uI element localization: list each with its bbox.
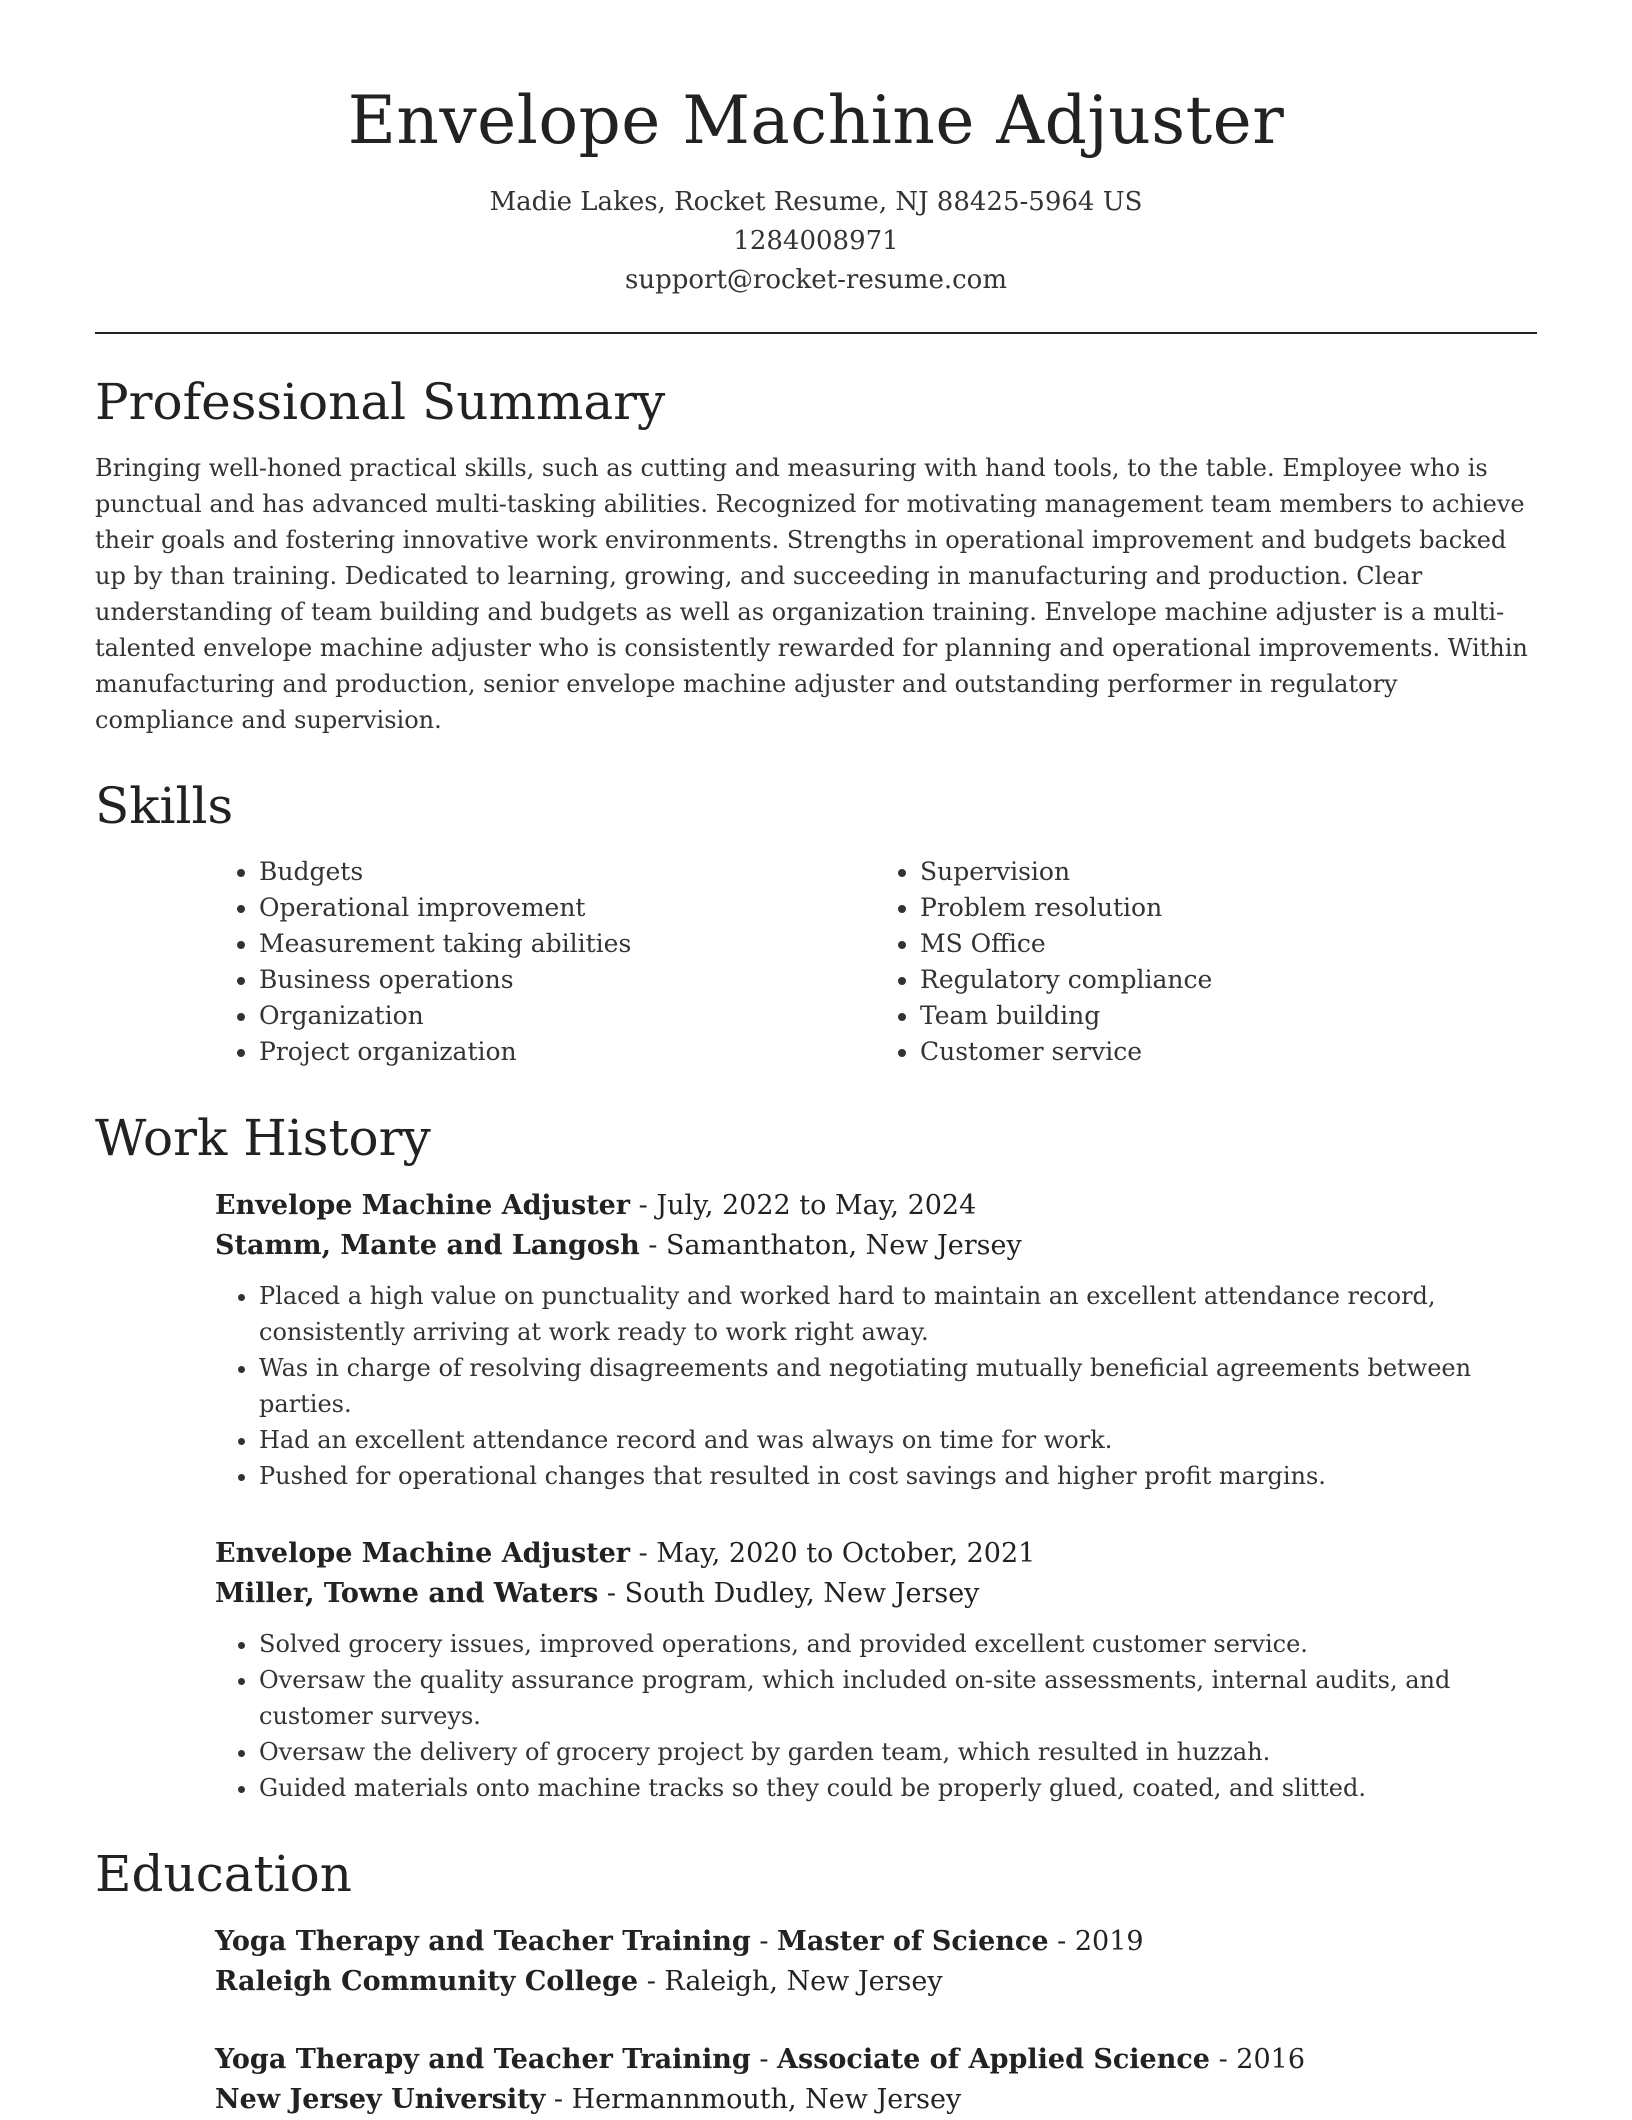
education-entry <box>215 2040 1537 2120</box>
section-title-education: Education <box>95 1844 352 1903</box>
resume-header <box>95 0 1537 300</box>
contact-info <box>95 183 1537 300</box>
job-bullet: • Had an excellent attendance record and was always on time for work. <box>259 1422 1537 1458</box>
job-location: South Dudley, New Jersey <box>624 1577 980 1609</box>
job-dates: July, 2022 to May, 2024 <box>656 1189 977 1221</box>
education-school: Raleigh Community College <box>215 1965 639 1997</box>
education-degree: Associate of Applied Science <box>777 2043 1210 2075</box>
skill-item: • Team building <box>920 998 1537 1034</box>
job-bullet: • Solved grocery issues, improved operations, and provided excellent customer service. <box>259 1626 1537 1662</box>
header-divider <box>95 332 1537 334</box>
separator: - <box>545 2083 572 2115</box>
education-school: New Jersey University <box>215 2083 546 2115</box>
job-title-line <box>215 1534 1537 1574</box>
job-company: Stamm, Mante and Langosh <box>215 1229 640 1261</box>
section-title-summary: Professional Summary <box>95 372 666 431</box>
education-entry <box>215 1922 1537 2002</box>
skill-item: • Budgets <box>259 854 876 890</box>
job-entry <box>215 1186 1537 1494</box>
education-school-line <box>215 2080 1537 2120</box>
skills-list-right <box>876 854 1537 1070</box>
address: Madie Lakes, Rocket Resume, NJ 88425-5964 US <box>489 186 1143 217</box>
separator: - <box>630 1537 657 1569</box>
job-company: Miller, Towne and Waters <box>215 1577 599 1609</box>
job-role: Envelope Machine Adjuster <box>215 1189 631 1221</box>
job-company-line <box>215 1574 1537 1614</box>
job-role: Envelope Machine Adjuster <box>215 1537 631 1569</box>
job-bullets <box>215 1278 1537 1494</box>
section-title-skills: Skills <box>95 776 234 835</box>
professional-summary-section <box>95 372 1537 738</box>
skill-item: • Measurement taking abilities <box>259 926 876 962</box>
education-program: Yoga Therapy and Teacher Training <box>215 2043 751 2075</box>
section-title-work: Work History <box>95 1108 431 1167</box>
email-address[interactable]: support@rocket-resume.com <box>624 264 1007 295</box>
skill-item: • Supervision <box>920 854 1537 890</box>
job-title-line <box>215 1186 1537 1226</box>
education-section <box>95 1844 1537 2120</box>
candidate-name: Envelope Machine Adjuster <box>347 82 1285 159</box>
job-entry <box>215 1534 1537 1806</box>
job-bullet: • Guided materials onto machine tracks so they could be properly glued, coated, and slitted. <box>259 1770 1537 1806</box>
separator: - <box>630 1189 657 1221</box>
phone-number: 1284008971 <box>733 225 899 256</box>
separator: - <box>750 1925 778 1957</box>
education-school-line <box>215 1962 1537 2002</box>
skills-section <box>95 776 1537 1070</box>
summary-text: Bringing well-honed practical skills, such as cutting and measuring with hand tools, to the table. Employee who is punctual and has advanced multi-tasking abilities. Recognized for motivating management team members to achieve their goals and fostering innovative work environments. Strengths in operational improvement and budgets backed up by than training. Dedicated to learning, growing, and succeeding in manufacturing and production. Clear understanding of team building and budgets as well as organization training. Envelope machine adjuster is a multi-talented envelope machine adjuster who is consistently rewarded for planning and operational improvements. Within manufacturing and production, senior envelope machine adjuster and outstanding performer in regulatory compliance and supervision. <box>95 453 1528 734</box>
separator: - <box>598 1577 625 1609</box>
work-history-section <box>95 1108 1537 1806</box>
separator: - <box>639 1229 666 1261</box>
skill-item: • Problem resolution <box>920 890 1537 926</box>
job-dates: May, 2020 to October, 2021 <box>656 1537 1036 1569</box>
skill-item: • Operational improvement <box>259 890 876 926</box>
education-location: Raleigh, New Jersey <box>664 1965 943 1997</box>
education-degree-line <box>215 2040 1537 2080</box>
job-bullet: • Oversaw the delivery of grocery project by garden team, which resulted in huzzah. <box>259 1734 1537 1770</box>
job-company-line <box>215 1226 1537 1266</box>
skill-item: • Customer service <box>920 1034 1537 1070</box>
skill-item: • Project organization <box>259 1034 876 1070</box>
job-bullet: • Pushed for operational changes that resulted in cost savings and higher profit margins. <box>259 1458 1537 1494</box>
education-program: Yoga Therapy and Teacher Training <box>215 1925 751 1957</box>
education-year: 2016 <box>1236 2043 1305 2075</box>
skill-item: • Organization <box>259 998 876 1034</box>
job-bullets <box>215 1626 1537 1806</box>
job-bullet: • Oversaw the quality assurance program, which included on-site assessments, internal audits, and customer surveys. <box>259 1662 1537 1734</box>
job-bullet: • Was in charge of resolving disagreements and negotiating mutually beneficial agreements between parties. <box>259 1350 1537 1422</box>
job-location: Samanthaton, New Jersey <box>666 1229 1022 1261</box>
skill-item: • MS Office <box>920 926 1537 962</box>
job-bullet: • Placed a high value on punctuality and worked hard to maintain an excellent attendance record, consistently arriving at work ready to work right away. <box>259 1278 1537 1350</box>
education-year: 2019 <box>1074 1925 1144 1957</box>
education-degree: Master of Science <box>777 1925 1049 1957</box>
education-location: Hermannmouth, New Jersey <box>571 2083 962 2115</box>
separator: - <box>750 2043 778 2075</box>
skill-item: • Regulatory compliance <box>920 962 1537 998</box>
separator: - <box>638 1965 665 1997</box>
education-degree-line <box>215 1922 1537 1962</box>
skills-list-left <box>215 854 876 1070</box>
separator: - <box>1048 1925 1075 1957</box>
skill-item: • Business operations <box>259 962 876 998</box>
skills-columns <box>215 854 1537 1070</box>
separator: - <box>1209 2043 1237 2075</box>
